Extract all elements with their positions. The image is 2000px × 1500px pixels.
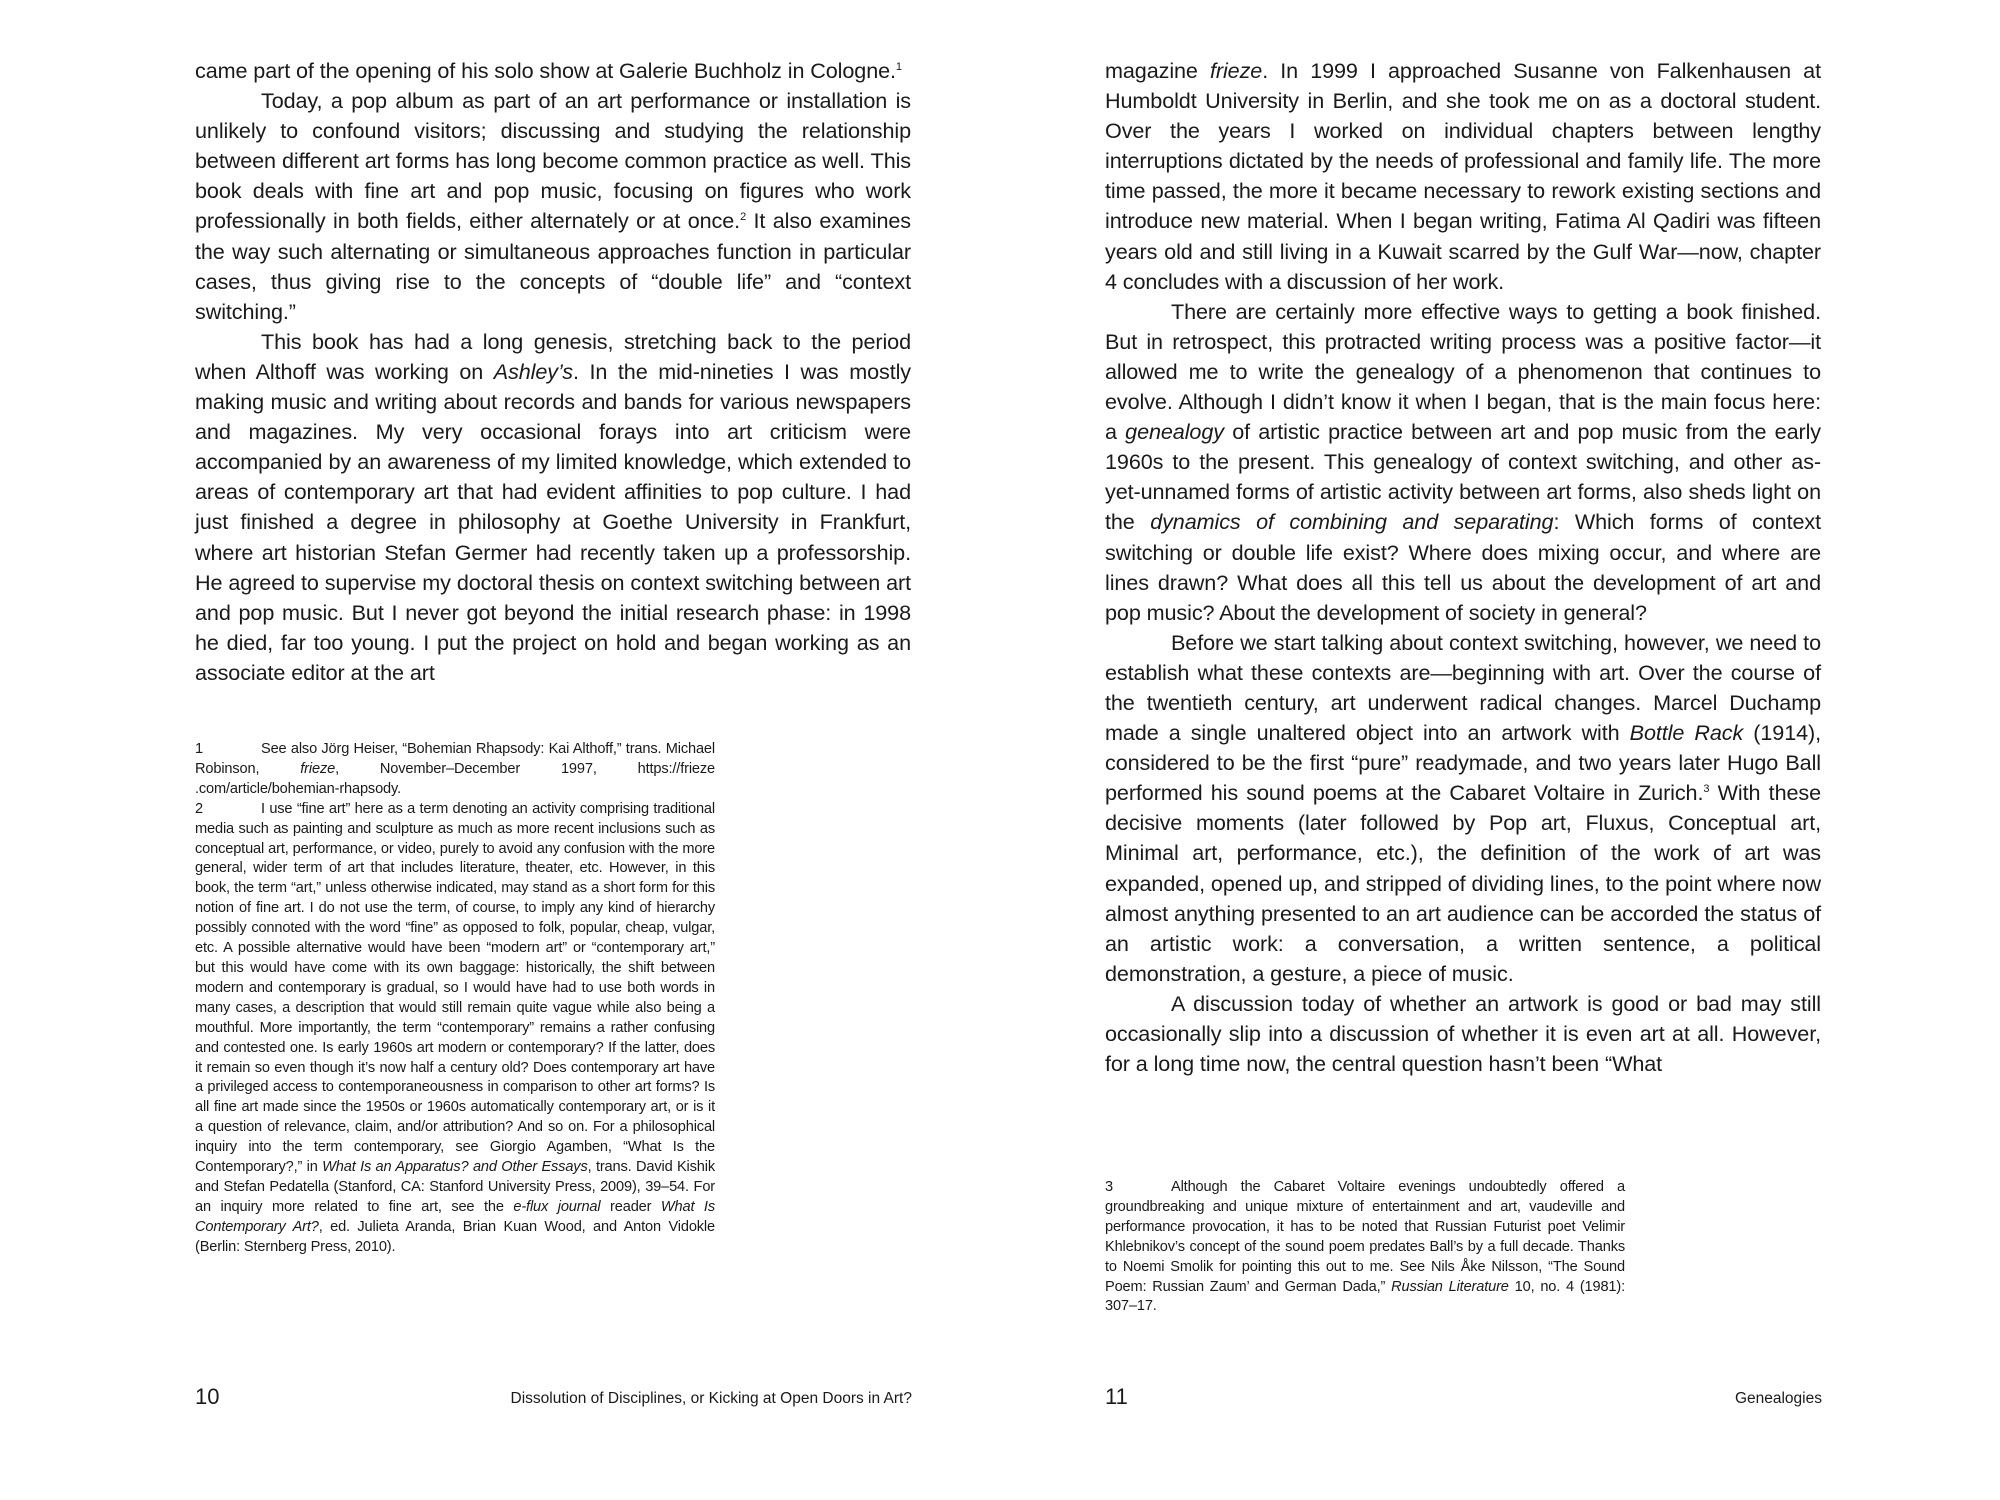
italic-text: genealogy [1125, 419, 1224, 445]
footnote-1 [195, 740, 715, 800]
left-page-number: 10 [195, 1384, 220, 1409]
right-running-head: Genealogies [1734, 1390, 1822, 1407]
text-run: (1914), considered to be the first “pure” readymade, and two years later Hugo Ball performed his sound poems at the Cabaret Voltaire in Zurich. [1105, 720, 1821, 806]
italic-text: dynamics of combining and separating [1150, 509, 1554, 535]
italic-text: What Is an Apparatus? and Other Essays [322, 1159, 588, 1176]
footnote-text [1105, 1179, 1625, 1314]
text-run: Before we start talking about context switching, however, we need to establish what these contexts are—beginning with art. Over the course of the twentieth century, art underwent radical changes. Marcel Duchamp made a single unaltered object into an artwork with [1105, 629, 1821, 746]
footnote-text [195, 741, 715, 797]
text-run: . In the mid-nineties I was mostly making music and writing about records and bands for various newspapers and magazines. My very occasional forays into art criticism were accompanied by an awareness of my limited knowledge, which extended to areas of contemporary art that had evident affinities to pop culture. I had just finished a degree in philosophy at Goethe University in Frankfurt, where art historian Stefan Germer had recently taken up a professorship. He agreed to supervise my doctoral thesis on context switching between art and pop music. But I never got beyond the initial research phase: in 1998 he died, far too young. I put the project on hold and began working as an associate editor at the art [195, 358, 911, 685]
footnote-ref: 3 [1703, 783, 1710, 796]
text-run: . In 1999 I approached Susanne von Falkenhausen at Humboldt University in Berlin, and she took me on as a doctoral student. Over the years I worked on individual chapters between lengthy interruptions dictated by the needs of professional and family life. The more time passed, the more it became necessary to rework existing sections and introduce new material. When I began writing, Fatima Al Qadiri was fifteen years old and still living in a Kuwait scarred by the Gulf War—now, chapter 4 concludes with a discussion of her work. [1105, 58, 1821, 294]
text-run: magazine [1105, 58, 1210, 83]
text-run: 10, no. 4 (1981): 307–17. [1105, 1278, 1626, 1315]
text-run: came part of the opening of his solo show at Galerie Buchholz in Cologne. [195, 58, 896, 83]
text-run: , November–December 1997, https://frieze .com/article/bohemian-rhapsody. [195, 760, 715, 797]
text-run: There are certainly more effective ways to getting a book finished. But in retrospect, this protracted writing process was a positive factor—it allowed me to write the genealogy of a phenomenon that continues to evolve. Although I didn’t know it when I began, that is the main focus here: a [1105, 298, 1821, 445]
text-run: , ed. Julieta Aranda, Brian Kuan Wood, and Anton Vidokle (Berlin: Sternberg Press, 2010). [195, 1218, 715, 1255]
left-paragraph-2 [195, 86, 911, 327]
text-run: I use “fine art” here as a term denoting an activity comprising traditional media such as painting and sculpture as much as more recent inclusions such as conceptual art, performance, or video, purely to avoid any confusion with the more general, wider term of art that includes literature, theater, etc. However, in this book, the term “art,” unless otherwise indicated, may stand as a short form for this notion of fine art. I do not use the term, of course, to imply any kind of hierarchy possibly connoted with the word “fine” as opposed to folk, popular, cheap, vulgar, etc. A possible alternative would have been “modern art” or “contemporary art,” but this would have come with its own baggage: historically, the shift between modern and contemporary is gradual, so I would have had to use both words in many cases, a description that would still remain quite vague while also being a mouthful. More importantly, the term “contemporary” remains a rather confusing and contested one. Is early 1960s art modern or contemporary? If the latter, does it remain so even though it’s now half a century old? Does contemporary art have a privileged access to contemporaneousness in comparison to other art forms? Is all fine art made since the 1950s or 1960s automatically contemporary art, or is it a question of relevance, claim, and/or attribution? And so on. For a philosophical inquiry into the term contemporary, see Giorgio Agamben, “What Is the Contemporary?,” in [195, 800, 715, 1176]
footnote-3 [1105, 1178, 1625, 1317]
italic-text: What Is Contemporary Art? [195, 1198, 715, 1235]
footnote-ref: 1 [895, 61, 902, 73]
footnote-number: 3 [1105, 1179, 1113, 1195]
right-paragraph-3 [1105, 628, 1821, 989]
right-paragraph-4 [1105, 989, 1821, 1079]
text-run: , trans. David Kishik and Stefan Pedatella (Stanford, CA: Stanford University Press, 2009), 39–54. For an inquiry more related to fine art, see the [195, 1159, 715, 1215]
left-main-text [195, 56, 911, 688]
text-run: This book has had a long genesis, stretching back to the period when Althoff was working on [195, 328, 911, 384]
text-run: See also Jörg Heiser, “Bohemian Rhapsody: Kai Althoff,” trans. Michael Robinson, [195, 741, 715, 777]
footnote-number: 1 [195, 741, 203, 757]
text-run: : Which forms of context switching or double life exist? Where does mixing occur, and where are lines drawn? What does all this tell us about the development of art and pop music? About the development of society in general? [1105, 509, 1821, 625]
text-run: Although the Cabaret Voltaire evenings undoubtedly offered a groundbreaking and unique mixture of entertainment and art, vaudeville and performance provocation, it has to be noted that Russian Futurist poet Velimir Khlebnikov’s concept of the sound poem predates Ball’s by a full decade. Thanks to Noemi Smolik for pointing this out to me. See Nils Åke Nilsson, “The Sound Poem: Russian Zaum’ and German Dada,” [1105, 1179, 1625, 1295]
right-footnotes [1105, 1178, 1625, 1317]
italic-text: frieze [300, 760, 336, 777]
text-run: of artistic practice between art and pop music from the early 1960s to the present. This genealogy of context switching, and other as-yet-unnamed forms of artistic activity between art forms, also sheds light on the [1105, 419, 1821, 535]
footnote-number: 2 [195, 800, 203, 817]
text-run: A discussion today of whether an artwork is good or bad may still occasionally slip into a discussion of whether it is even art at all. However, for a long time now, the central question hasn’t been “What [1105, 990, 1821, 1077]
right-page-number: 11 [1105, 1384, 1128, 1409]
right-main-text [1105, 56, 1821, 1079]
text-run: reader [600, 1198, 661, 1215]
left-footnotes [195, 740, 715, 1258]
text-run: With these decisive moments (later followed by Pop art, Fluxus, Conceptual art, Minimal art, performance, etc.), the definition of the work of art was expanded, opened up, and stripped of dividing lines, to the point where now almost anything presented to an art audience can be accorded the status of an artistic work: a conversation, a written sentence, a political demonstration, a gesture, a piece of music. [1105, 780, 1821, 986]
italic-text: Russian Literature [1391, 1278, 1509, 1295]
right-paragraph-1 [1105, 56, 1821, 297]
footnote-ref: 2 [740, 211, 747, 224]
italic-text: frieze [1209, 58, 1263, 83]
left-paragraph-3 [195, 327, 911, 688]
left-paragraph-1 [195, 56, 911, 86]
right-page [1000, 0, 2000, 1500]
left-running-head: Dissolution of Disciplines, or Kicking at Open Doors in Art? [510, 1390, 912, 1407]
italic-text: Bottle Rack [1629, 720, 1744, 746]
text-run: Today, a pop album as part of an art performance or installation is unlikely to confound visitors; discussing and studying the relationship between different art forms has long become common practice as well. This book deals with fine art and pop music, focusing on figures who work professionally in both fields, either alternately or at once. [195, 88, 911, 234]
right-paragraph-2 [1105, 297, 1821, 628]
text-run: It also examines the way such alternating or simultaneous approaches function in particular cases, thus giving rise to the concepts of “double life” and “context switching.” [195, 208, 911, 324]
italic-text: e-flux journal [513, 1198, 601, 1215]
footnote-2 [195, 800, 715, 1258]
footnote-text [195, 801, 715, 1255]
italic-text: Ashley’s [493, 358, 573, 384]
